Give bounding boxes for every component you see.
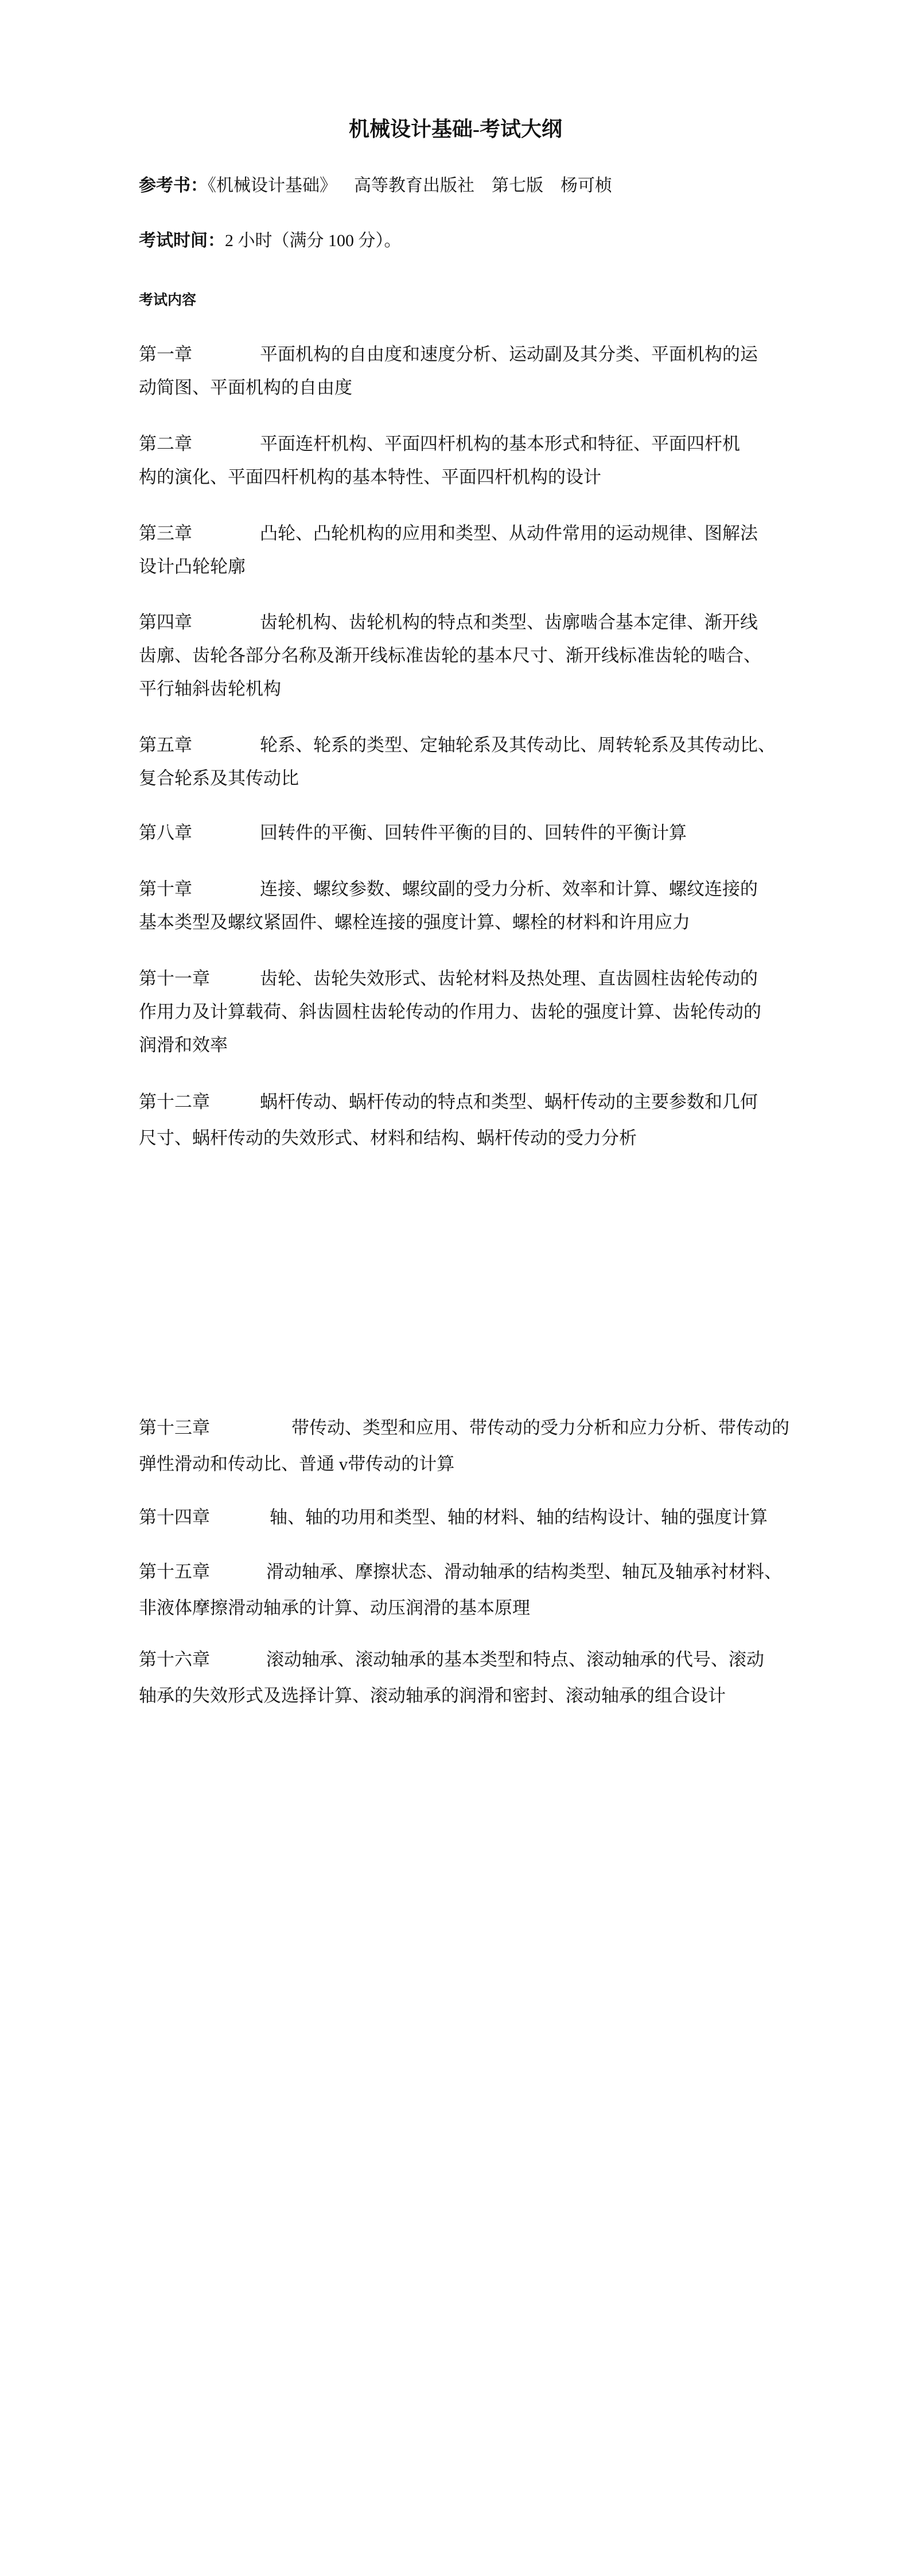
chapter-text: 轴、轴的功用和类型、轴的材料、轴的结构设计、轴的强度计算 bbox=[270, 1507, 768, 1527]
chapter-text: 动简图、平面机构的自由度 bbox=[139, 378, 352, 398]
chapter-line bbox=[139, 1499, 768, 1535]
reference-label: 参考书： bbox=[139, 176, 208, 195]
chapter-text: 设计凸轮轮廓 bbox=[139, 557, 246, 577]
chapter-line bbox=[139, 427, 740, 461]
chapter-line bbox=[139, 1678, 764, 1714]
chapter-line bbox=[139, 762, 776, 795]
chapter-text: 平行轴斜齿轮机构 bbox=[139, 679, 281, 699]
chapter-label: 第十一章 bbox=[139, 968, 210, 989]
chapter-text: 复合轮系及其传动比 bbox=[139, 768, 299, 788]
chapter-label: 第五章 bbox=[139, 735, 192, 755]
chapter-item bbox=[139, 338, 758, 404]
chapter-label: 第三章 bbox=[139, 523, 192, 543]
chapter-text: 回转件的平衡、回转件平衡的目的、回转件的平衡计算 bbox=[260, 823, 687, 843]
chapter-text: 平面机构的自由度和速度分析、运动副及其分类、平面机构的运 bbox=[260, 344, 758, 364]
chapter-line bbox=[139, 606, 761, 639]
chapter-label: 第十四章 bbox=[139, 1507, 210, 1527]
chapter-item bbox=[139, 1641, 764, 1714]
chapter-item bbox=[139, 729, 776, 795]
reference-book bbox=[139, 174, 612, 197]
chapter-line bbox=[139, 906, 758, 939]
chapter-text: 轮系、轮系的类型、定轴轮系及其传动比、周转轮系及其传动比、 bbox=[260, 735, 776, 755]
chapter-line bbox=[139, 1084, 758, 1120]
chapter-line bbox=[139, 1410, 789, 1446]
chapter-line bbox=[139, 1120, 758, 1156]
chapter-line bbox=[139, 816, 687, 850]
chapter-text: 带传动、类型和应用、带传动的受力分析和应力分析、带传动的 bbox=[291, 1418, 789, 1438]
chapter-item bbox=[139, 1410, 789, 1482]
chapter-line bbox=[139, 729, 776, 762]
chapter-label: 第四章 bbox=[139, 612, 192, 632]
chapter-label: 第十三章 bbox=[139, 1418, 210, 1438]
exam-time bbox=[139, 229, 402, 252]
chapter-label: 第一章 bbox=[139, 344, 192, 364]
chapter-text: 轴承的失效形式及选择计算、滚动轴承的润滑和密封、滚动轴承的组合设计 bbox=[139, 1686, 726, 1706]
chapter-text: 连接、螺纹参数、螺纹副的受力分析、效率和计算、螺纹连接的 bbox=[260, 879, 758, 899]
chapter-line bbox=[139, 1554, 782, 1590]
chapter-text: 滚动轴承、滚动轴承的基本类型和特点、滚动轴承的代号、滚动 bbox=[266, 1649, 764, 1670]
chapter-text: 作用力及计算载荷、斜齿圆柱齿轮传动的作用力、齿轮的强度计算、齿轮传动的 bbox=[139, 1002, 761, 1022]
chapter-line bbox=[139, 1641, 764, 1678]
chapter-item bbox=[139, 1554, 782, 1626]
chapter-line bbox=[139, 371, 758, 404]
reference-value: 《机械设计基础》 高等教育出版社 第七版 杨可桢 bbox=[208, 176, 612, 195]
chapter-label: 第十章 bbox=[139, 879, 192, 899]
chapter-line bbox=[139, 338, 758, 371]
chapter-label: 第十五章 bbox=[139, 1562, 210, 1582]
chapter-text: 滑动轴承、摩擦状态、滑动轴承的结构类型、轴瓦及轴承衬材料、 bbox=[266, 1562, 782, 1582]
chapter-item bbox=[139, 962, 761, 1062]
chapter-line bbox=[139, 995, 761, 1029]
chapter-item bbox=[139, 1499, 768, 1535]
content-heading: 考试内容 bbox=[139, 293, 197, 308]
chapter-item bbox=[139, 606, 761, 706]
chapter-item bbox=[139, 873, 758, 939]
document-title: 机械设计基础-考试大纲 bbox=[349, 118, 562, 141]
chapter-line bbox=[139, 461, 740, 494]
chapter-line bbox=[139, 1590, 782, 1626]
chapter-line bbox=[139, 1029, 761, 1062]
chapter-line bbox=[139, 873, 758, 906]
chapter-text: 构的演化、平面四杆机构的基本特性、平面四杆机构的设计 bbox=[139, 467, 601, 487]
chapter-label: 第十六章 bbox=[139, 1649, 210, 1670]
chapter-text: 尺寸、蜗杆传动的失效形式、材料和结构、蜗杆传动的受力分析 bbox=[139, 1128, 637, 1148]
chapter-text: 润滑和效率 bbox=[139, 1035, 228, 1055]
exam-time-label: 考试时间： bbox=[139, 231, 225, 250]
chapter-text: 齿轮机构、齿轮机构的特点和类型、齿廓啮合基本定律、渐开线 bbox=[260, 612, 758, 632]
chapter-line bbox=[139, 550, 758, 583]
chapter-label: 第八章 bbox=[139, 823, 192, 843]
chapter-item bbox=[139, 427, 740, 494]
chapter-text: 弹性滑动和传动比、普通 v带传动的计算 bbox=[139, 1454, 455, 1474]
chapter-text: 齿廓、齿轮各部分名称及渐开线标准齿轮的基本尺寸、渐开线标准齿轮的啮合、 bbox=[139, 645, 761, 666]
chapter-text: 凸轮、凸轮机构的应用和类型、从动件常用的运动规律、图解法 bbox=[260, 523, 758, 543]
chapter-item bbox=[139, 1084, 758, 1156]
chapter-text: 平面连杆机构、平面四杆机构的基本形式和特征、平面四杆机 bbox=[260, 434, 740, 454]
chapter-text: 非液体摩擦滑动轴承的计算、动压润滑的基本原理 bbox=[139, 1598, 530, 1618]
chapter-line bbox=[139, 1446, 789, 1482]
chapter-item bbox=[139, 517, 758, 583]
chapter-text: 齿轮、齿轮失效形式、齿轮材料及热处理、直齿圆柱齿轮传动的 bbox=[260, 968, 758, 989]
chapter-label: 第十二章 bbox=[139, 1092, 210, 1112]
chapter-label: 第二章 bbox=[139, 434, 192, 454]
chapter-line bbox=[139, 517, 758, 550]
chapter-text: 基本类型及螺纹紧固件、螺栓连接的强度计算、螺栓的材料和许用应力 bbox=[139, 912, 690, 932]
exam-time-value: 2 小时（满分 100 分）。 bbox=[225, 231, 402, 250]
chapter-line bbox=[139, 962, 761, 995]
chapter-text: 蜗杆传动、蜗杆传动的特点和类型、蜗杆传动的主要参数和几何 bbox=[260, 1092, 758, 1112]
chapter-line bbox=[139, 672, 761, 706]
chapter-item bbox=[139, 816, 687, 850]
chapter-line bbox=[139, 639, 761, 672]
